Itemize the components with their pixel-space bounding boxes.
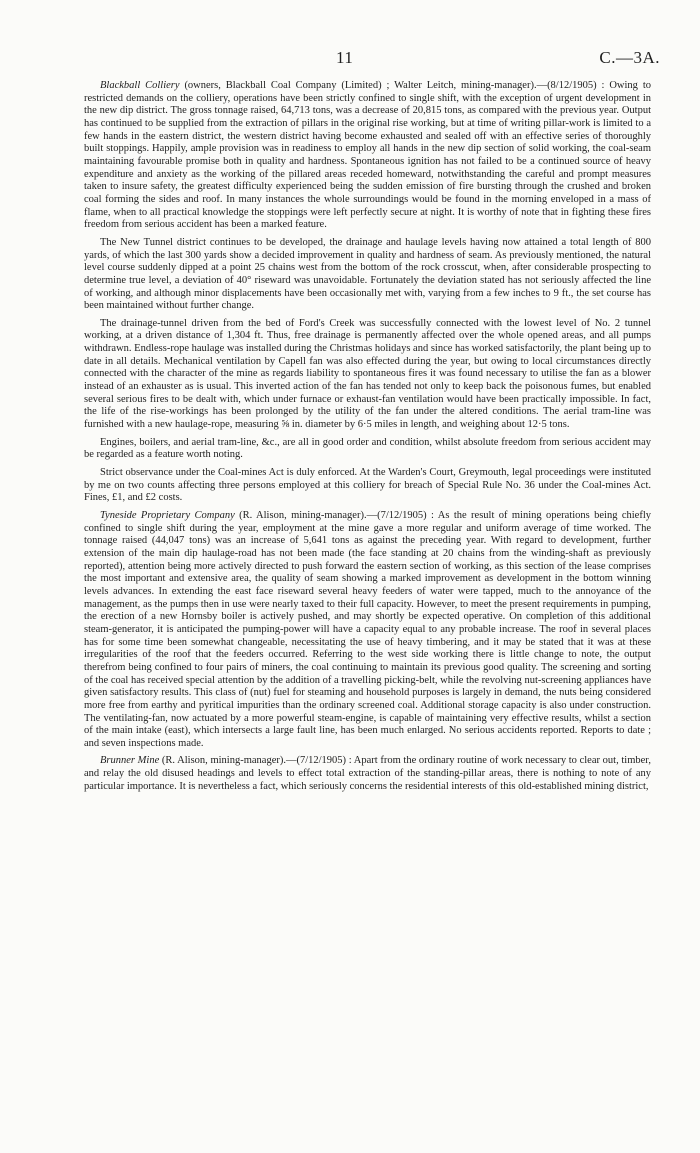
paragraph-drainage-tunnel (84, 318, 651, 432)
paragraph-blackball-colliery (84, 80, 651, 232)
paragraph-lead: Tyneside Proprietary Company (100, 510, 235, 521)
paragraph-text: The New Tunnel district continues to be developed, the drainage and haulage levels having now attained a total length of 800 yards, of which the last 300 yards show a decided improvement in quality and hardness of seam. As previously mentioned, the natural level course suddenly dipped at a point 25 chains west from the bottom of the rock crosscut, when, after considerable prospecting to determine true level, a deviation of 40° riseward was unavoidable. Fortunately the deviation stated has not seriously affected the line of working, and although minor displacements have been occasionally met with, varying from a few inches to 9 ft., the set course has been maintained without further change. (84, 236, 651, 312)
paragraph-text: The drainage-tunnel driven from the bed of Ford's Creek was successfully connected with the lowest level of No. 2 tunnel working, at a driven distance of 1,304 ft. Thus, free drainage is permanently affected over the whole opened areas, and all pumps withdrawn. Endless-rope haulage was installed during the Christmas holidays and since has worked satisfactorily, the plant being up to date in all details. Mechanical ventilation by Capell fan was also effected during the year, but owing to local circumstances directly connected with the character of the mine as regards liability to spontaneous fires it was found necessary to utilise the fan as a blower instead of an exhauster as is usual. This inverted action of the fan has tended not only to keep back the poisonous fumes, but enabled several serious fires to be dealt with, which under furnace or exhaust-fan ventilation would have been practically impossible. In fact, the life of the rise-workings has been prolonged by the utility of the fan under the altered conditions. The aerial tram-line was furnished with a new haulage-rope, measuring ⅝ in. diameter by 6·5 miles in length, and weighing about 12·5 tons. (84, 317, 651, 431)
paragraph-coal-mines-act (84, 467, 651, 505)
paragraph-text: (R. Alison, mining-manager).—(7/12/1905) : Apart from the ordinary routine of work necessary to clear out, timber, and relay the old disused headings and levels to effect total extraction of the standing-pillar areas, there is nothing to note of any particular importance. It is nevertheless a fact, which seriously concerns the residential interests of this old-established mining district, (84, 755, 651, 792)
paragraph-text: (R. Alison, mining-manager).—(7/12/1905) : As the result of mining operations being chiefly confined to single shift during the year, employment at the mine gave a more regular and uniform average of time worked. The tonnage raised (44,047 tons) was an increase of 5,641 tons as against the preceding year. With regard to development, further extension of the main dip haulage-road has not been made (the face standing at 20 chains from the winding-shaft as previously reported), attention being more actively directed to push forward the eastern section of working, as this section of the lease comprises the most important and extensive area, the quality of seam showing a marked improvement as development in the bottom winning levels advances. In extending the east face riseward several heavy feeders of water were tapped, much to the annoyance of the management, as the pumps then in use were nearly taxed to their full capacity. However, to meet the present requirements in pumping, the erection of a new Hornsby boiler is actively pushed, and may shortly be expected operative. On completion of this additional steam-generator, it is anticipated the pumping-power will have a capacity equal to any probable increase. The roof in several places has for some time been somewhat changeable, necessitating the use of heavy timbering, and it may be stated that it was at these irregularities of the roof that the feeders occurred. Referring to the west side working there is little change to note, the output therefrom being confined to four pairs of miners, the coal continuing to maintain its previous good quality. The screening and sorting of the coal has received special attention by the addition of a travelling picking-belt, while the revolving nut-screening appliances have given satisfactory results. This class of (nut) fuel for steaming and household purposes is largely in demand, the nuts being considered more free from earthy and pyritical impurities than the ordinary screened coal. Additional storage capacity is also under construction. The ventilating-fan, now actuated by a more powerful steam-engine, is capable of maintaining very effective results, whilst a section of the main intake (east), which intersects a large fault line, has been much enlarged. No serious accidents reported. Reports to date ; and seven inspections made. (84, 510, 651, 749)
document-code: C.—3A. (599, 48, 660, 67)
body-text (84, 80, 651, 798)
paragraph-text: (owners, Blackball Coal Company (Limited) ; Walter Leitch, mining-manager).—(8/12/1905) : Owing to restricted demands on the colliery, operations have been strictly confined to single shift, with the exception of urgent development in the new dip district. The gross tonnage raised, 64,713 tons, was a decrease of 20,815 tons, as compared with the previous year. Output has continued to be supplied from the extraction of pillars in the original rise working, but at time of writing pillar-work is limited to a few hands in the eastern district, the western district having become exhausted and sealed off with an effective series of thoroughly built stoppings. Happily, ample provision was in readiness to employ all hands in the new dip section of solid working, the coal-seam maintaining favourable promise both in quality and hardness. Spontaneous ignition has not failed to be a continued source of heavy expenditure and anxiety as the working of the pillared areas receded homeward, notwithstanding the careful and prompt measures taken to insure safety, the greatest difficulty experienced being the sudden emission of fire bursting through the crushed and broken coal forming the sides and roof. In many instances the whole surroundings would be found in the morning enveloped in a mass of flame, when to all practical knowledge the stoppings were left perfectly secure at night. It is worthy of note that in fighting these fires freedom from serious accident has been a marked feature. (84, 80, 651, 231)
paragraph-tyneside-company (84, 510, 651, 750)
paragraph-lead: Brunner Mine (100, 755, 160, 767)
paragraph-new-tunnel (84, 237, 651, 313)
paragraph-text: Strict observance under the Coal-mines Act is duly enforced. At the Warden's Court, Greymouth, legal proceedings were instituted by me on two counts affecting three persons employed at this colliery for breach of Special Rule No. 36 under the Coal-mines Act. Fines, £1, and £2 costs. (84, 467, 651, 504)
paragraph-lead: Blackball Colliery (100, 80, 180, 91)
paragraph-brunner-mine (84, 755, 651, 793)
paragraph-text: Engines, boilers, and aerial tram-line, &c., are all in good order and condition, whilst absolute freedom from serious accident may be regarded as a feature worth noting. (84, 436, 651, 461)
page-number: 11 (336, 48, 354, 67)
paragraph-engines-boilers (84, 437, 651, 462)
